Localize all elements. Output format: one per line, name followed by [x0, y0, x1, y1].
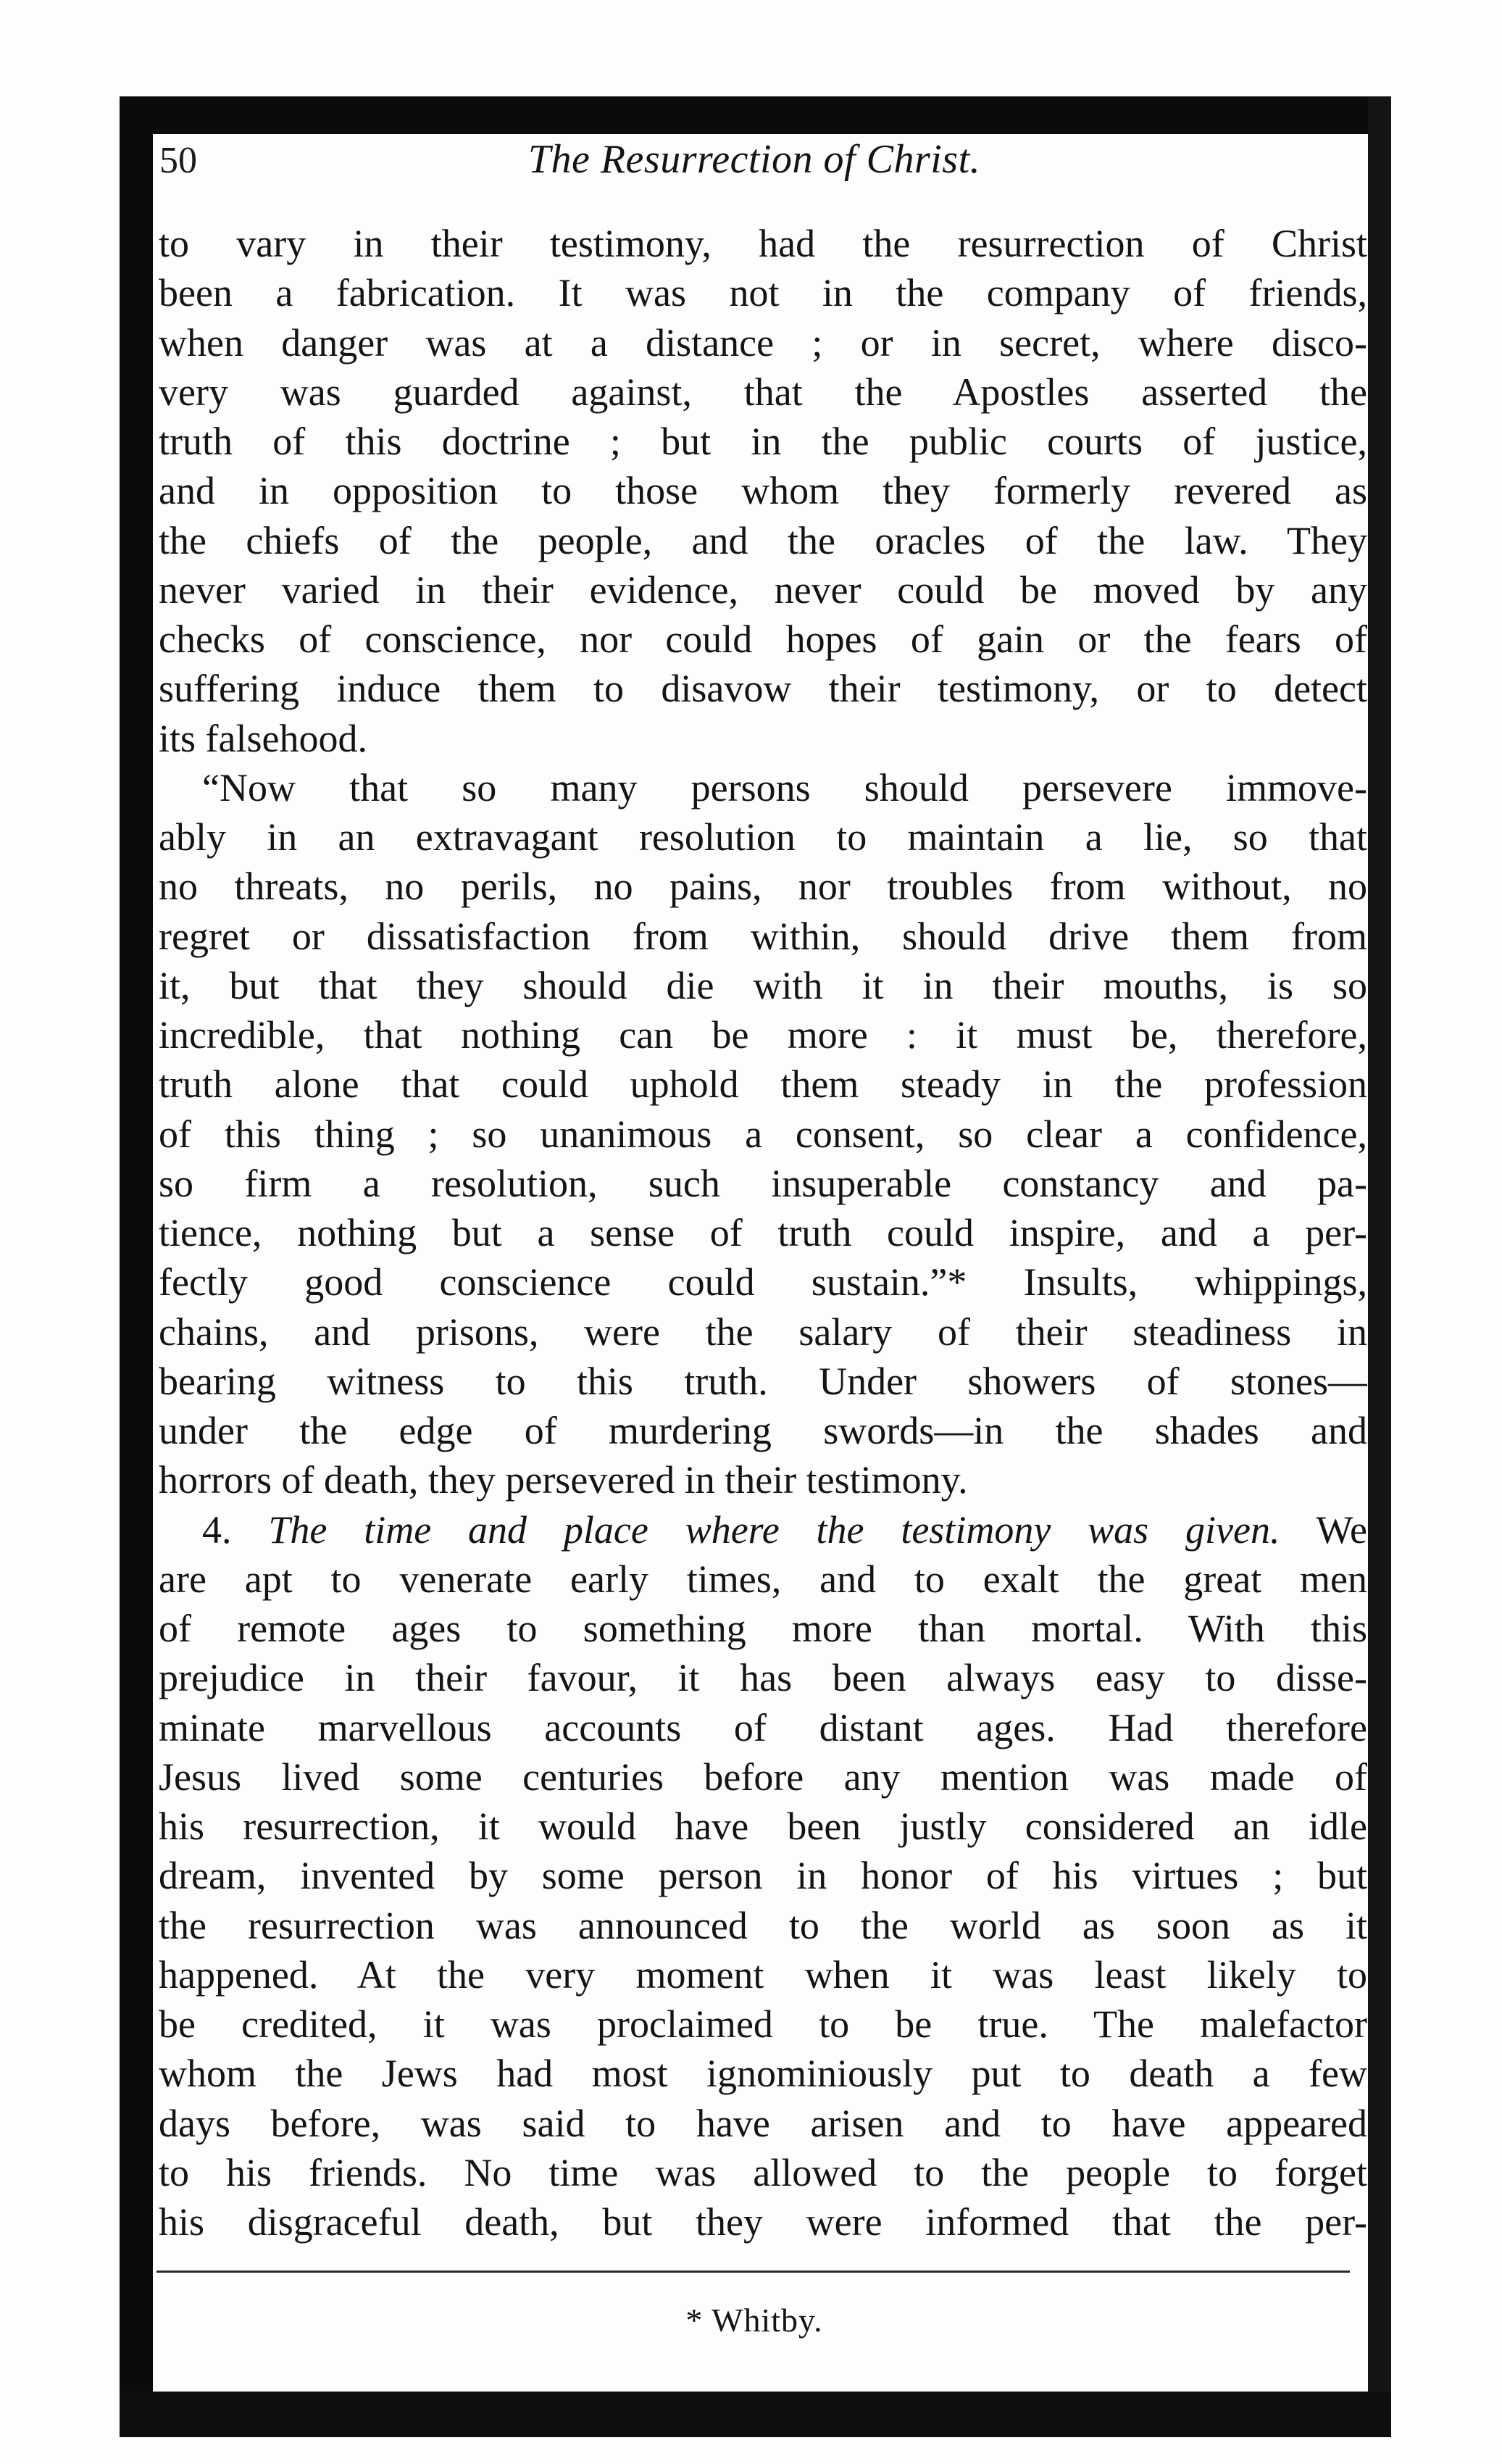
- text-line: to his friends. No time was allowed to the people to forget: [159, 2150, 1367, 2194]
- text-line: truth alone that could uphold them steady in the profession: [159, 1062, 1367, 1107]
- section-heading-line: [159, 1505, 1367, 1554]
- text-line: been a fabrication. It was not in the company of friends,: [159, 271, 1367, 315]
- text-line: the chiefs of the people, and the oracles of the law. They: [159, 518, 1367, 562]
- text-line: prejudice in their favour, it has been always easy to disse-: [159, 1656, 1367, 1700]
- text-line: and in opposition to those whom they formerly revered as: [159, 469, 1367, 513]
- footnote-rule: [157, 2271, 1350, 2273]
- text-line: checks of conscience, nor could hopes of gain or the fears of: [159, 617, 1367, 661]
- text-line: of this thing ; so unanimous a consent, so clear a confidence,: [159, 1112, 1367, 1156]
- running-title: The Resurrection of Christ.: [527, 137, 981, 182]
- text-line: “Now that so many persons should persevere immove-: [202, 765, 1367, 809]
- text-line: when danger was at a distance ; or in secret, where disco-: [159, 320, 1367, 365]
- text-line: truth of this doctrine ; but in the public courts of justice,: [159, 420, 1367, 463]
- right-border-rule: [1368, 96, 1391, 2437]
- text-line: under the edge of murdering swords—in the shades and: [159, 1409, 1367, 1452]
- text-line: dream, invented by some person in honor of his virtues ; but: [159, 1854, 1367, 1898]
- footnote: * Whitby.: [685, 2302, 823, 2339]
- text-line: suffering induce them to disavow their testimony, or to detect: [159, 667, 1367, 711]
- text-line: it, but that they should die with it in their mouths, is so: [159, 963, 1367, 1007]
- page-number: 50: [159, 140, 197, 181]
- text-line: of remote ages to something more than mortal. With this: [159, 1607, 1367, 1650]
- text-line: Jesus lived some centuries before any mention was made of: [159, 1755, 1367, 1799]
- section-number: 4.: [202, 1507, 232, 1552]
- text-line: whom the Jews had most ignominiously put to death a few: [159, 2052, 1367, 2096]
- text-line: his disgraceful death, but they were informed that the per-: [159, 2200, 1367, 2244]
- left-border-rule: [120, 96, 153, 2437]
- text-line: regret or dissatisfaction from within, should drive them from: [159, 914, 1367, 958]
- top-border-rule: [120, 96, 1391, 134]
- text-line: incredible, that nothing can be more : it must be, therefore,: [159, 1013, 1367, 1057]
- page-header: [157, 136, 1352, 201]
- text-line: ably in an extravagant resolution to maintain a lie, so that: [159, 815, 1367, 859]
- text-line: the resurrection was announced to the world as soon as it: [159, 1903, 1367, 1947]
- text-line: very was guarded against, that the Apostles asserted the: [159, 370, 1367, 414]
- text-line: its falsehood.: [159, 716, 367, 760]
- text-line: to vary in their testimony, had the resurrection of Christ: [159, 222, 1367, 265]
- text-line: be credited, it was proclaimed to be true. The malefactor: [159, 2002, 1367, 2046]
- text-line: are apt to venerate early times, and to exalt the great men: [159, 1557, 1367, 1601]
- text-line: days before, was said to have arisen and to have appeared: [159, 2101, 1367, 2145]
- text-line: happened. At the very moment when it was least likely to: [159, 1952, 1367, 1997]
- body-text: [159, 219, 1367, 2247]
- text-line: horrors of death, they persevered in their testimony.: [159, 1458, 968, 1502]
- bottom-border-rule: [120, 2392, 1391, 2437]
- text-line: never varied in their evidence, never could be moved by any: [159, 567, 1367, 612]
- section-heading-tail: We: [1316, 1507, 1367, 1552]
- text-line: no threats, no perils, no pains, nor troubles from without, no: [159, 865, 1367, 909]
- text-line: so firm a resolution, such insuperable constancy and pa-: [159, 1161, 1367, 1205]
- section-heading: The time and place where the testimony was given.: [268, 1507, 1280, 1552]
- text-line: chains, and prisons, were the salary of their steadiness in: [159, 1310, 1367, 1354]
- text-line: bearing witness to this truth. Under showers of stones—: [159, 1359, 1367, 1403]
- text-line: his resurrection, it would have been justly considered an idle: [159, 1805, 1367, 1848]
- text-line: fectly good conscience could sustain.”* Insults, whippings,: [159, 1260, 1367, 1304]
- text-line: tience, nothing but a sense of truth could inspire, and a per-: [159, 1211, 1367, 1254]
- text-line: minate marvellous accounts of distant ages. Had therefore: [159, 1705, 1367, 1749]
